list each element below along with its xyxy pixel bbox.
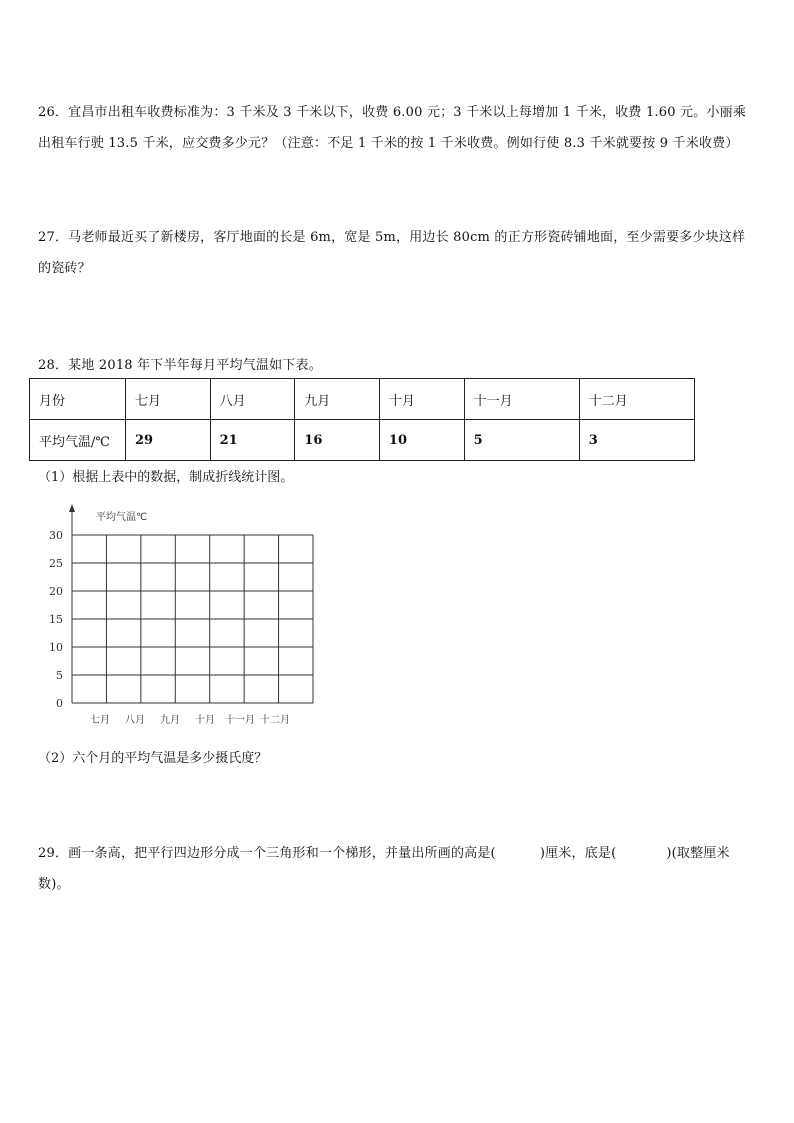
y-tick-label: 30 [49,529,63,542]
y-tick-label: 0 [56,697,63,710]
table-cell-temp: 29 [126,420,211,461]
y-tick-label: 25 [49,557,63,570]
q29-text-before: 29．画一条高，把平行四边形分成一个三角形和一个梯形，并量出所画的高是( [38,846,496,861]
question-26: 26．宜昌市出租车收费标准为：3 千米及 3 千米以下，收费 6.00 元；3 千米以上每增加 1 千米，收费 1.60 元。小丽乘出租车行驶 13.5 千米，应交费多少元？（注意：不足 1 千米的按 1 千米收费。例如行使 8.3 千米就要按 9 千米收费） [38,105,747,151]
q29-text-after: )(取整厘米数)。 [38,846,730,892]
question-28: 28．某地 2018 年下半年每月平均气温如下表。 [38,358,322,373]
y-tick-label: 15 [49,613,63,626]
y-tick-label: 10 [49,641,63,654]
table-cell-temp: 10 [379,420,464,461]
x-tick-label: 十一月 [225,715,255,726]
x-tick-label: 八月 [125,715,145,726]
table-header-temp: 平均气温/℃ [30,420,126,461]
table-cell-month: 十月 [379,379,464,420]
q29-text-mid: )厘米，底是( [539,846,617,861]
x-tick-label: 十二月 [260,715,290,726]
x-tick-label: 七月 [90,715,110,726]
question-29 [38,838,758,900]
sub-question-1: （1）根据上表中的数据，制成折线统计图。 [38,470,294,485]
table-header-month: 月份 [30,379,126,420]
table-cell-month: 十二月 [579,379,694,420]
table-cell-temp: 21 [210,420,295,461]
table-cell-temp: 5 [464,420,579,461]
y-tick-label: 5 [56,669,63,682]
table-cell-month: 八月 [210,379,295,420]
x-tick-label: 十月 [195,715,215,726]
question-27: 27．马老师最近买了新楼房，客厅地面的长是 6m，宽是 5m，用边长 80cm 的正方形瓷砖铺地面，至少需要多少块这样的瓷砖？ [38,230,746,276]
table-cell-month: 七月 [126,379,211,420]
y-axis-label: 平均气温℃ [96,512,148,523]
table-cell-month: 九月 [295,379,380,420]
table-cell-temp: 3 [579,420,694,461]
table-cell-temp: 16 [295,420,380,461]
y-axis-arrow-icon [69,504,75,512]
x-tick-label: 九月 [160,715,180,726]
table-cell-month: 十一月 [464,379,579,420]
y-tick-label: 20 [49,585,63,598]
sub-question-2: （2）六个月的平均气温是多少摄氏度？ [38,751,268,766]
